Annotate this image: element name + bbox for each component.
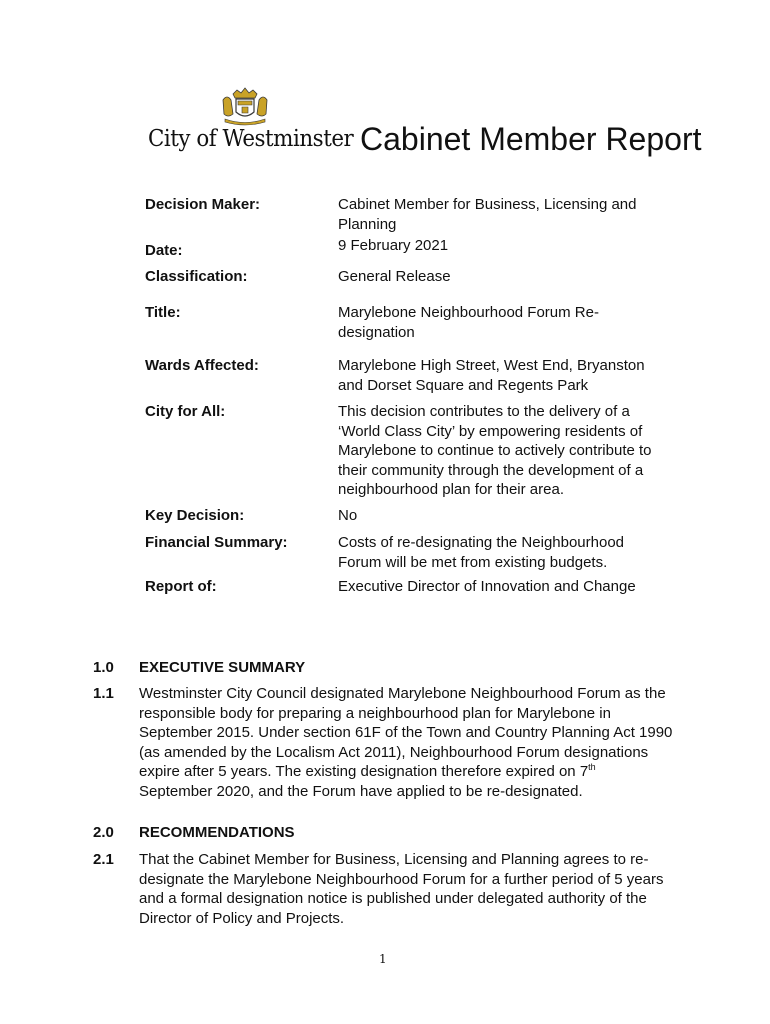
page-number: 1 <box>379 952 387 966</box>
paragraph-number-2-1: 2.1 <box>93 851 114 868</box>
title-label: Title: <box>145 304 181 321</box>
date-value: 9 February 2021 <box>338 237 449 254</box>
wards-affected-label: Wards Affected: <box>145 357 259 374</box>
report-title: Cabinet Member Report <box>360 121 702 157</box>
decision-maker-label: Decision Maker: <box>145 196 261 213</box>
key-decision-value: No <box>338 507 358 524</box>
date-label: Date: <box>145 242 183 259</box>
paragraph-1-1-text: Westminster City Council designated Marylebone Neighbourhood Forum as the responsible body for preparing a neighbourhood plan for Marylebone in September 2015. Under section 61F of the Town and Country Planning Act 1990 (as amended by the Localism Act 2011), Neighbourhood Forum designations expire after 5 years. The existing designation therefore expired on 7 <box>139 685 673 781</box>
organisation-name: City of Westminster <box>148 126 354 152</box>
paragraph-2-1: That the Cabinet Member for Business, Licensing and Planning agrees to re-designate the Marylebone Neighbourhood Forum for a further period of 5 years and a formal designation notice is published under delegated authority of the Director of Policy and Projects. <box>139 851 664 927</box>
ordinal-suffix: th <box>588 762 596 773</box>
wards-affected-value: Marylebone High Street, West End, Bryanston and Dorset Square and Regents Park <box>338 357 645 394</box>
classification-label: Classification: <box>145 268 248 285</box>
section-heading-executive-summary: EXECUTIVE SUMMARY <box>139 659 306 676</box>
title-value: Marylebone Neighbourhood Forum Re-designation <box>338 304 599 341</box>
financial-summary-label: Financial Summary: <box>145 534 288 551</box>
westminster-crest-logo <box>219 86 271 126</box>
section-number-2: 2.0 <box>93 824 114 841</box>
financial-summary-value: Costs of re-designating the Neighbourhood Forum will be met from existing budgets. <box>338 534 625 571</box>
classification-value: General Release <box>338 268 451 285</box>
section-number-1: 1.0 <box>93 659 114 676</box>
report-of-value: Executive Director of Innovation and Change <box>338 578 636 595</box>
key-decision-label: Key Decision: <box>145 507 245 524</box>
decision-maker-value: Cabinet Member for Business, Licensing and Planning <box>338 196 637 233</box>
paragraph-1-1-text-end: September 2020, and the Forum have applied to be re-designated. <box>139 782 583 800</box>
city-for-all-label: City for All: <box>145 403 226 420</box>
section-heading-recommendations: RECOMMENDATIONS <box>139 824 295 841</box>
report-of-label: Report of: <box>145 578 217 595</box>
paragraph-1-1 <box>139 684 673 802</box>
paragraph-number-1-1: 1.1 <box>93 685 114 702</box>
city-for-all-value: This decision contributes to the delivery of a ‘World Class City’ by empowering residents of Marylebone to continue to actively contribute to their community through the development of a neighbourhood plan for their area. <box>338 403 652 498</box>
